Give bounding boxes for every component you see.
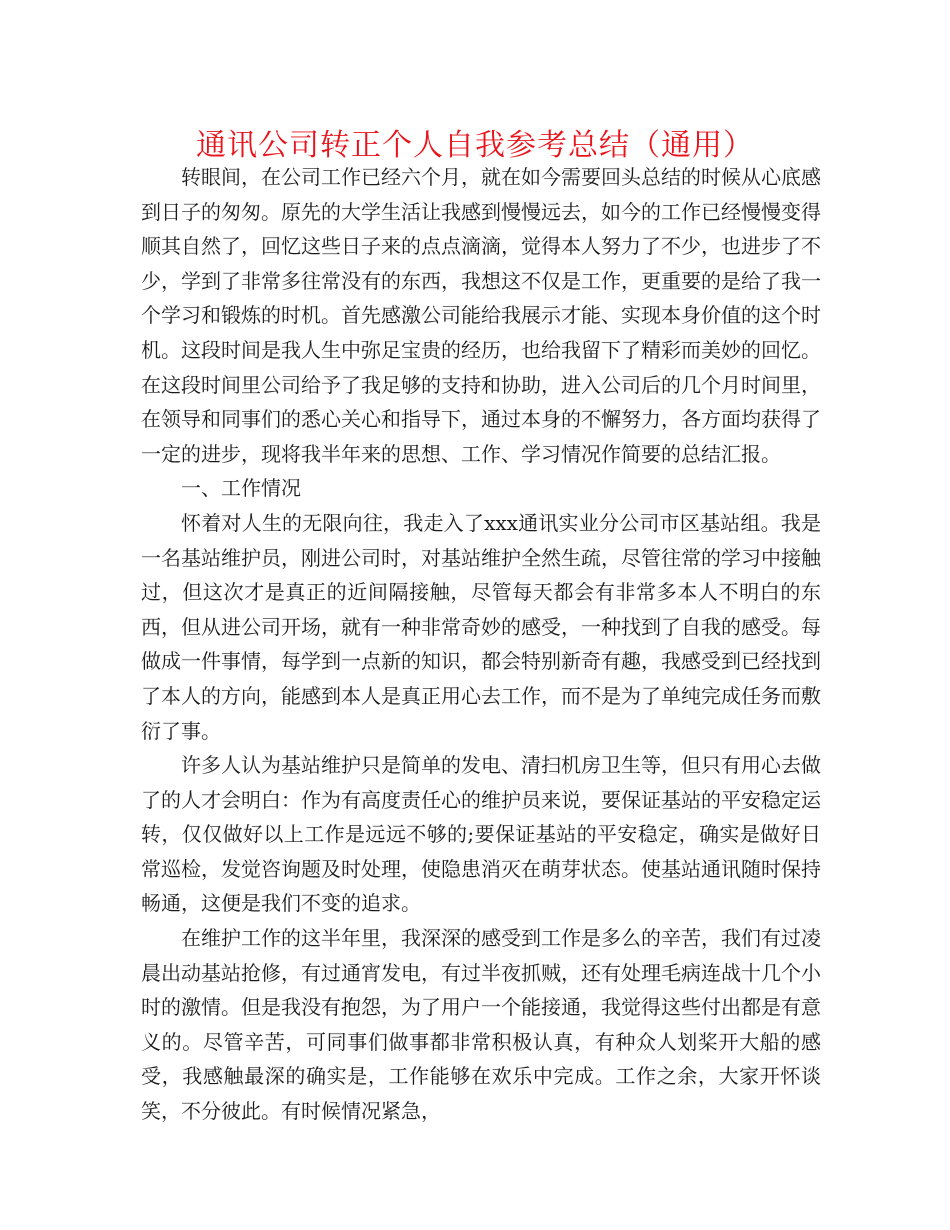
paragraph-work-3: 在维护工作的这半年里，我深深的感受到工作是多么的辛苦，我们有过凌晨出动基站抢修，有过通宵发电，有过半夜抓贼，还有处理毛病连战十几个小时的激情。但是我没有抱怨，为了用户一个能接通，我觉得这些付出都是有意义的。尽管辛苦，可同事们做事都非常积极认真，有种众人划桨开大船的感受，我感触最深的确实是，工作能够在欢乐中完成。工作之余，大家开怀谈笑，不分彼此。有时候情况紧急， — [141, 926, 821, 1124]
paragraph-work-2: 许多人认为基站维护只是简单的发电、清扫机房卫生等，但只有用心去做了的人才会明白：作为有高度责任心的维护员来说，要保证基站的平安稳定运转，仅仅做好以上工作是远远不够的;要保证基站的平安稳定，确实是做好日常巡检，发觉咨询题及时处理，使隐患消灭在萌芽状态。使基站通讯随时保持畅通，这便是我们不变的追求。 — [141, 753, 821, 916]
document-title: 通讯公司转正个人自我参考总结（通用） — [196, 128, 754, 163]
paragraph-work-1: 怀着对人生的无限向往，我走入了xxx通讯实业分公司市区基站组。我是一名基站维护员，刚进公司时，对基站维护全然生疏，尽管往常的学习中接触过，但这次才是真正的近间隔接触，尽管每天都会有非常多本人不明白的东西，但从进公司开场，就有一种非常奇妙的感受，一种找到了自我的感受。每做成一件事情，每学到一点新的知识，都会特别新奇有趣，我感受到已经找到了本人的方向，能感到本人是真正用心去工作，而不是为了单纯完成任务而敷衍了事。 — [141, 510, 821, 743]
document-body — [141, 160, 821, 1129]
paragraph-intro: 转眼间，在公司工作已经六个月，就在如今需要回头总结的时候从心底感到日子的匆匆。原先的大学生活让我感到慢慢远去，如今的工作已经慢慢变得顺其自然了，回忆这些日子来的点点滴滴，觉得本人努力了不少，也进步了不少，学到了非常多往常没有的东西，我想这不仅是工作，更重要的是给了我一个学习和锻炼的时机。首先感激公司能给我展示才能、实现本身价值的这个时机。这段时间是我人生中弥足宝贵的经历，也给我留下了精彩而美妙的回忆。在这段时间里公司给予了我足够的支持和协助，进入公司后的几个月时间里，在领导和同事们的悉心关心和指导下，通过本身的不懈努力，各方面均获得了一定的进步，现将我半年来的思想、工作、学习情况作简要的总结汇报。 — [141, 165, 821, 466]
section-heading-work: 一、工作情况 — [181, 476, 301, 501]
